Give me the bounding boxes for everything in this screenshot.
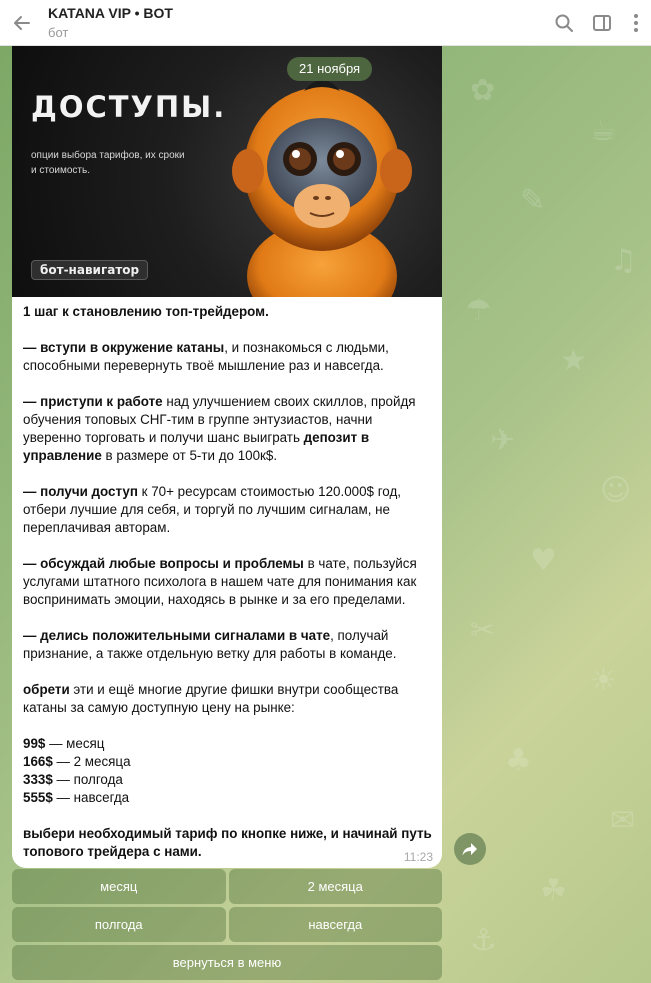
doodle-icon: ☀ <box>590 663 617 698</box>
share-arrow-icon <box>461 840 479 858</box>
text-bold: — делись положительными сигналами в чате <box>23 628 331 643</box>
text-bold: — вступи в окружение катаны <box>23 340 225 355</box>
doodle-icon: ⚓ <box>470 923 497 958</box>
text-bold: депозит в управление <box>23 430 370 463</box>
sidebar-panel-icon <box>592 13 612 33</box>
doodle-icon: ♥ <box>530 543 557 578</box>
chat-subtitle: бот <box>48 25 69 40</box>
doodle-icon: ☺ <box>600 473 632 508</box>
message-bubble <box>12 46 442 868</box>
monkey-illustration <box>212 61 432 297</box>
message-time: 11:23 <box>403 850 433 864</box>
text-bold: 1 шаг к становлению топ-трейдером. <box>23 304 269 319</box>
text-regular: эти и ещё многие другие фишки внутри сообщества катаны за самую доступную цену на рынке: <box>23 682 399 715</box>
sidebar-toggle-button[interactable] <box>583 0 621 46</box>
two-months-button[interactable]: 2 месяца <box>229 869 443 904</box>
chat-header <box>0 0 651 46</box>
price-period: — 2 месяца <box>52 754 131 769</box>
search-icon <box>554 13 574 33</box>
price-period: — навсегда <box>52 790 130 805</box>
back-arrow-icon <box>12 13 32 33</box>
price-amount: 555$ <box>23 790 53 805</box>
chat-title-area[interactable] <box>44 5 545 40</box>
call-to-action: выбери необходимый тариф по кнопке ниже, и начинай путь топового трейдера с нами. <box>23 826 432 859</box>
text-regular: в размере от 5-ти до 100к$. <box>101 448 278 463</box>
forever-button[interactable]: навсегда <box>229 907 443 942</box>
text-regular: в чате, пользуйся услугами штатного психолога в нашем чате для понимания как воспринимать эмоции, находясь в рынке и за его пределами. <box>23 556 417 607</box>
doodle-icon: ☕ <box>590 113 617 148</box>
doodle-icon: ♣ <box>505 743 532 778</box>
doodle-icon: ✂ <box>470 613 496 648</box>
half-year-button[interactable]: полгода <box>12 907 226 942</box>
text-bold: — приступи к работе <box>23 394 163 409</box>
banner-heading: ДОСТУПЫ. <box>31 90 227 124</box>
share-button[interactable] <box>454 833 486 865</box>
text-regular: , и познакомься с людьми, способными перевернуть твоё мышление раз и навсегда. <box>23 340 389 373</box>
banner-subtitle: опции выбора тарифов, их сроки и стоимость. <box>31 150 185 176</box>
date-badge: 21 ноября <box>287 57 372 81</box>
text-bold: — обсуждай любые вопросы и проблемы <box>23 556 304 571</box>
price-period: — месяц <box>45 736 105 751</box>
banner-tag: бот-навигатор <box>31 260 148 280</box>
doodle-icon: ✈ <box>490 423 516 458</box>
message-banner-image[interactable] <box>12 46 442 297</box>
price-amount: 99$ <box>23 736 46 751</box>
more-vertical-icon <box>633 13 639 33</box>
back-button[interactable] <box>0 0 44 46</box>
doodle-icon: ★ <box>560 343 587 378</box>
price-amount: 166$ <box>23 754 53 769</box>
search-button[interactable] <box>545 0 583 46</box>
text-bold: — получи доступ <box>23 484 138 499</box>
inline-keyboard <box>12 869 442 983</box>
price-amount: 333$ <box>23 772 53 787</box>
price-line <box>23 735 432 753</box>
month-button[interactable]: месяц <box>12 869 226 904</box>
price-line <box>23 771 432 789</box>
price-line <box>23 789 432 807</box>
message-text <box>12 297 442 861</box>
price-period: — полгода <box>52 772 123 787</box>
text-regular: над улучшением своих скиллов, пройдя обучения топовых СНГ-тим в группе энтузиастов, начни уверенно торговать и получи шанс выиграть <box>23 394 416 445</box>
doodle-icon: ✎ <box>520 183 546 218</box>
price-line <box>23 753 432 771</box>
back-to-menu-button[interactable]: вернуться в меню <box>12 945 442 980</box>
doodle-icon: ✉ <box>610 803 636 838</box>
chat-title: KATANA VIP • BOT <box>48 5 173 21</box>
text-regular: , получай признание, а также отдельную ветку для работы в команде. <box>23 628 397 661</box>
doodle-icon: ✿ <box>470 73 496 108</box>
more-button[interactable] <box>621 0 651 46</box>
doodle-icon: ♫ <box>610 243 637 278</box>
doodle-icon: ☘ <box>540 873 567 908</box>
text-bold: обрети <box>23 682 70 697</box>
text-regular: к 70+ ресурсам стоимостью 120.000$ год, отбери лучшие для себя, и торгуй по лучшим сигналам, не переплачивая авторам. <box>23 484 401 535</box>
doodle-icon: ☂ <box>465 293 492 328</box>
